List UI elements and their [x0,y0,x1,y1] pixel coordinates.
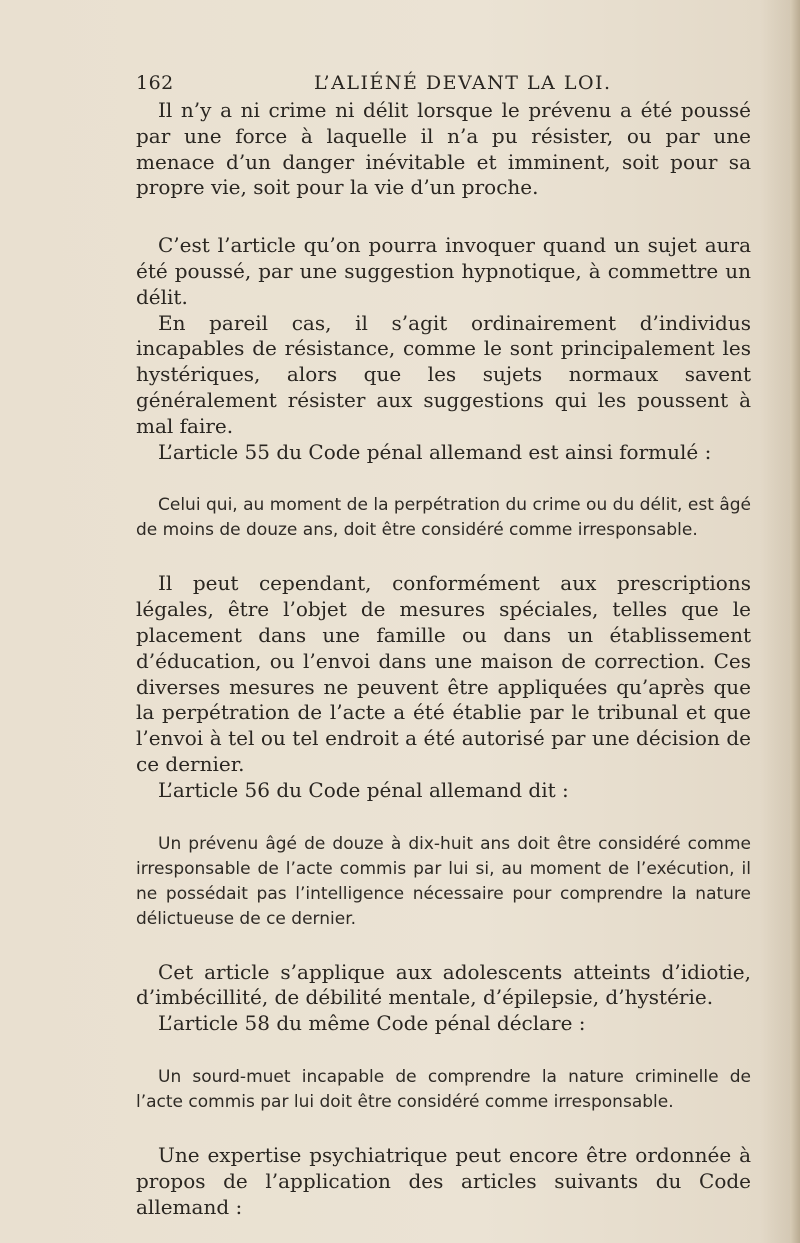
paragraph: Une expertise psychiatrique peut encore être ordonnée à propos de l’application des articles suivants du Code allemand : [136,1142,751,1219]
paragraph: Cet article s’applique aux adolescents atteints d’idiotie, d’imbécillité, de débilité mentale, d’épilepsie, d’hystérie. [136,959,751,1010]
quoted-article: Celui qui, au moment de la perpétration du crime ou du délit, est âgé de moins de douze ans, doit être considéré comme irresponsable. [136,495,751,541]
paragraph: En pareil cas, il s’agit ordinairement d’individus incapables de résistance, comme le sont principalement les hystériques, alors que les sujets normaux savent généralement résister aux suggestions qui les poussent à mal faire. [136,310,751,438]
paragraph: Il n’y a ni crime ni délit lorsque le prévenu a été poussé par une force à laquelle il n’a pu résister, ou par une menace d’un danger inévitable et imminent, soit pour sa propre vie, soit pour la vie d’un proche. [136,98,751,200]
quoted-article: Un prévenu âgé de douze à dix-huit ans doit être considéré comme irresponsable de l’acte commis par lui si, au moment de l’exécution, il ne possédait pas l’intelligence nécessaire pour comprendre la nature délictueuse de ce dernier. [136,833,751,929]
page-edge [790,0,800,1243]
paragraph: L’article 58 du même Code pénal déclare : [158,1011,586,1036]
running-title: L’ALIÉNÉ DEVANT LA LOI. [314,72,612,94]
quoted-article: Un sourd-muet incapable de comprendre la nature criminelle de l’acte commis par lui doit être considéré comme irresponsable. [136,1066,751,1112]
page-number: 162 [136,72,174,94]
paragraph: Il peut cependant, conformément aux prescriptions légales, être l’objet de mesures spéciales, telles que le placement dans une famille ou dans un établissement d’éducation, ou l’envoi dans une maison de correction. Ces diverses mesures ne peuvent être appliquées qu’après que la perpétration de l’acte a été établie par le tribunal et que l’envoi à tel ou tel endroit a été autorisé par une décision de ce dernier. [136,571,751,776]
paragraph: C’est l’article qu’on pourra invoquer quand un sujet aura été poussé, par une suggestion hypnotique, à commettre un délit. [136,233,751,309]
page-body [136,98,751,1220]
paragraph: L’article 55 du Code pénal allemand est ainsi formulé : [158,439,712,464]
paragraph: L’article 56 du Code pénal allemand dit : [158,777,569,802]
